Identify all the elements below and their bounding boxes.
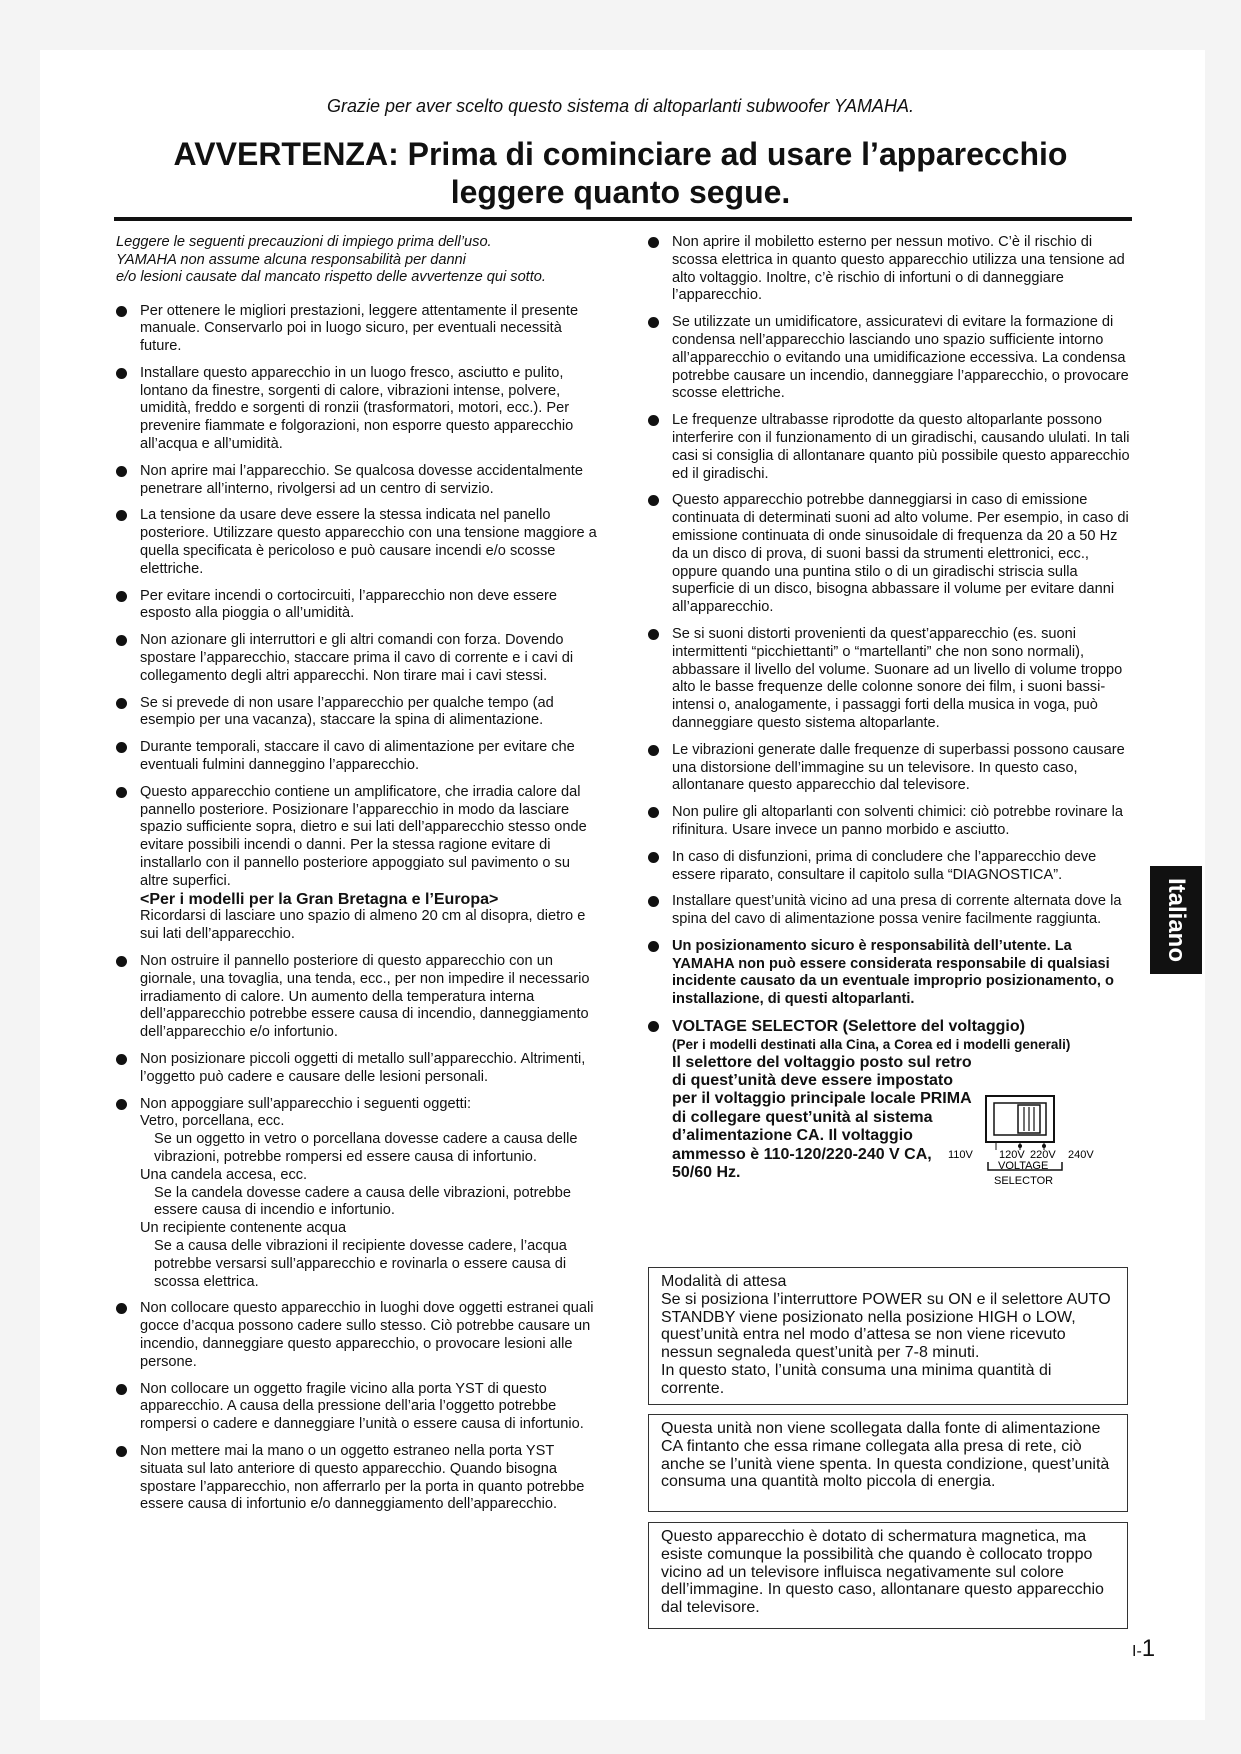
list-item: In caso di disfunzioni, prima di concludere che l’apparecchio deve essere riparato, consultare il capitolo sulla “DIAGNOSTICA”. <box>648 849 1133 885</box>
bullet-icon <box>648 807 659 818</box>
bullet-icon <box>116 742 127 753</box>
language-tab-label: Italiano <box>1163 877 1191 963</box>
bullet-icon <box>116 956 127 967</box>
voltage-title: VOLTAGE SELECTOR (Selettore del voltaggio) <box>672 1018 1025 1036</box>
standby-text: Se si posiziona l’interruttore POWER su ON e il selettore AUTO STANDBY viene posizionato nella posizione HIGH o LOW, quest’unità entra nel modo d’attesa se non viene ricevuto nessun segnaleda quest’unità per 7-8 minuti. <box>661 1290 1111 1362</box>
title-line-1: AVVERTENZA: Prima di cominciare ad usare l’apparecchio <box>173 136 1068 172</box>
right-column <box>648 234 1133 1192</box>
title-rule <box>114 217 1132 221</box>
bullet-icon <box>648 495 659 506</box>
bullet-icon <box>648 941 659 952</box>
page-title <box>100 135 1141 211</box>
objects-intro: Non appoggiare sull’apparecchio i seguenti oggetti: <box>140 1095 472 1112</box>
left-column <box>116 234 601 1523</box>
list-item: Questo apparecchio potrebbe danneggiarsi in caso di emissione continuata di determinati suoni ad alto volume. Per esempio, in caso di emissione continuata di onde sinusoidale di frequenza da 20 a 50 Hz da un disco di prova, di suoni bassi da strumenti elettronici, ecc., oppure quando una puntina stilo o di un giradischi striscia sulla superficie di un disco, bisogna abbassare il volume per evitare danni all’apparecchio. <box>648 492 1133 617</box>
safety-notice: Un posizionamento sicuro è responsabilità dell’utente. La YAMAHA non può essere considerata responsabile di qualsiasi incidente causato da un eventuale improprio posizionamento, o installazione, di questi altoparlanti. <box>672 937 1114 1008</box>
list-item: Non pulire gli altoparlanti con solventi chimici: ciò potrebbe rovinare la rifinitura. Usare invece un panno morbido e asciutto. <box>648 804 1133 840</box>
standby-heading: Modalità di attesa <box>661 1273 787 1290</box>
voltage-label: 110V <box>948 1149 973 1162</box>
list-item: Non aprire il mobiletto esterno per nessun motivo. C’è il rischio di scossa elettrica in quanto questo apparecchio utilizza una tensione ad alto voltaggio. Inoltre, c’è rischio di infortuni o di danneggiare l’apparecchio. <box>648 234 1133 305</box>
bullet-icon <box>116 510 127 521</box>
object-title: Un recipiente contenente acqua <box>140 1220 347 1237</box>
object-text: Se un oggetto in vetro o porcellana dovesse cadere a causa delle vibrazioni, potrebbe rompersi ed essere causa di infortunio. <box>154 1131 578 1165</box>
list-item <box>648 938 1133 1009</box>
standby-text-2: In questo stato, l’unità consuma una minima quantità di corrente. <box>661 1361 1052 1397</box>
lead-text <box>116 234 601 287</box>
bullet-icon <box>116 1384 127 1395</box>
list-item: Installare questo apparecchio in un luogo fresco, asciutto e pulito, lontano da finestre, sorgenti di calore, vibrazioni intense, polvere, umidità, freddo e sorgenti di ronzii (trasformatori, motori, ecc.). Per prevenire fiammate e folgorazioni, non esporre questo apparecchio all’acqua e all’umidità. <box>116 365 601 454</box>
voltage-selector-diagram <box>944 1088 1104 1198</box>
list-item: Non ostruire il pannello posteriore di questo apparecchio con un giornale, una tovaglia, una tenda, ecc., per non impedire il necessario irradiamento di calore. Un aumento della temperatura interna dell’apparecchio potrebbe essere causa di incendio, danneggiamento dell’apparecchio e/o infortunio. <box>116 953 601 1042</box>
list-item: Non azionare gli interruttori e gli altri comandi con forza. Dovendo spostare l’apparecchio, staccare prima il cavo di corrente e i cavi di collegamento degli altri apparecchi. Non tirare mai i cavi stessi. <box>116 632 601 685</box>
object-text: Se a causa delle vibrazioni il recipiente dovesse cadere, l’acqua potrebbe versarsi sull’apparecchio e rovinarla o essere causa di scossa elettrica. <box>154 1237 567 1290</box>
bullet-icon <box>116 698 127 709</box>
language-tab <box>1150 866 1202 974</box>
precautions-list-right <box>648 234 1133 1188</box>
bullet-icon <box>648 852 659 863</box>
voltage-label: 240V <box>1068 1149 1094 1162</box>
page-number <box>1132 1635 1155 1663</box>
models-subheading: <Per i modelli per la Gran Bretagna e l’Europa> <box>140 890 499 908</box>
list-item: Se si prevede di non usare l’apparecchio per qualche tempo (ad esempio per una vacanza), staccare la spina di alimentazione. <box>116 695 601 731</box>
bullet-icon <box>648 237 659 248</box>
title-line-2: leggere quanto segue. <box>450 174 791 210</box>
list-item: Se utilizzate un umidificatore, assicuratevi di evitare la formazione di condensa nell’apparecchio lasciando uno spazio sufficiente intorno all’apparecchio o evitando una umidificazione eccessiva. La condensa potrebbe causare un incendio, danneggiare l’apparecchio, o provocare scosse elettriche. <box>648 314 1133 403</box>
bullet-icon <box>648 1021 659 1032</box>
list-item <box>116 1096 601 1292</box>
voltage-body: Il selettore del voltaggio posto sul retro di quest’unità deve essere impostato per il voltaggio principale locale PRIMA di collegare quest’unità al sistema d’alimentazione CA. Il voltaggio ammesso è 110-120/220-240 V CA, 50/60 Hz. <box>672 1053 972 1182</box>
voltage-caption: SELECTOR <box>994 1175 1054 1188</box>
models-subtext: Ricordarsi di lasciare uno spazio di almeno 20 cm al disopra, dietro e sui lati dell’apparecchio. <box>140 908 586 943</box>
list-item: Per ottenere le migliori prestazioni, leggere attentamente il presente manuale. Conservarlo poi in luogo sicuro, per eventuali necessità future. <box>116 303 601 356</box>
bullet-icon <box>648 745 659 756</box>
precautions-list-left <box>116 303 601 1515</box>
shielding-box <box>648 1522 1128 1629</box>
list-item: Non posizionare piccoli oggetti di metallo sull’apparecchio. Altrimenti, l’oggetto può cadere e causare delle lesioni personali. <box>116 1051 601 1087</box>
voltage-selector-icon <box>944 1088 1104 1198</box>
list-item: Non aprire mai l’apparecchio. Se qualcosa dovesse accidentalmente penetrare all’interno, rivolgersi ad un centro di servizio. <box>116 463 601 499</box>
list-item: Le frequenze ultrabasse riprodotte da questo altoparlante possono interferire con il funzionamento di un giradischi, causando ululati. In tali casi si consiglia di allontanare quanto più possibile questo apparecchio ed il giradischi. <box>648 412 1133 483</box>
lead-line: e/o lesioni causate dal mancato rispetto delle avvertenze qui sotto. <box>116 269 546 285</box>
bullet-icon <box>648 415 659 426</box>
list-item: Installare quest’unità vicino ad una presa di corrente alternata dove la spina del cavo di alimentazione possa venire facilmente raggiunta. <box>648 893 1133 929</box>
list-item: Durante temporali, staccare il cavo di alimentazione per evitare che eventuali fulmini danneggino l’apparecchio. <box>116 739 601 775</box>
list-item: Per evitare incendi o cortocircuiti, l’apparecchio non deve essere esposto alla pioggia o all’umidità. <box>116 588 601 624</box>
bullet-icon <box>116 1054 127 1065</box>
lead-line: Leggere le seguenti precauzioni di impiego prima dell’uso. <box>116 234 492 250</box>
lead-line: YAMAHA non assume alcuna responsabilità per danni <box>116 251 466 268</box>
voltage-subtitle: (Per i modelli destinati alla Cina, a Corea ed i modelli generali) <box>672 1036 1071 1052</box>
list-item: Se si suoni distorti provenienti da quest’apparecchio (es. suoni intermittenti “picchiettanti” o “martellanti” che non sono normali), abbassare il livello del volume. Suonare ad un livello di volume troppo alto le basse frequenze delle colonne sonore dei film, i suoni bassi-intensi o, analogamente, i passaggi forti della musica in voga, può danneggiare questo sistema altoparlante. <box>648 626 1133 733</box>
object-text: Se la candela dovesse cadere a causa delle vibrazioni, potrebbe essere causa di incendio e infortunio. <box>154 1184 572 1219</box>
bullet-icon <box>648 317 659 328</box>
heat-text: Questo apparecchio contiene un amplificatore, che irradia calore dal pannello posteriore. Posizionare l’apparecchio in modo da lasciare spazio sufficiente sopra, dietro e sui lati dell’apparecchio stesso onde evitare possibili incendi o danni. Per la stessa ragione evitare di installarlo con il pannello posteriore appoggiato sul pavimento o su altre superfici. <box>140 783 587 889</box>
bullet-icon <box>116 368 127 379</box>
list-item: Non mettere mai la mano o un oggetto estraneo nella porta YST situata sul lato anteriore di questo apparecchio. Quando bisogna spostare l’apparecchio, non afferrarlo per la porta in quanto potrebbe essere causa di infortunio e/o danneggiamento dell’apparecchio. <box>116 1443 601 1514</box>
page-number-value: 1 <box>1141 1635 1156 1662</box>
voltage-label: 120V <box>999 1149 1025 1162</box>
object-title: Una candela accesa, ecc. <box>140 1166 308 1183</box>
list-item: Le vibrazioni generate dalle frequenze di superbassi possono causare una distorsione dell’immagine su un televisore. In questo caso, allontanare questo apparecchio dal televisore. <box>648 742 1133 795</box>
bullet-icon <box>116 591 127 602</box>
list-item <box>116 784 601 944</box>
bullet-icon <box>116 466 127 477</box>
list-item: Non collocare questo apparecchio in luoghi dove oggetti estranei quali gocce d’acqua possono cadere sullo stesso. Ciò potrebbe causare un incendio, danneggiare questo apparecchio, o provocare lesioni alle persone. <box>116 1300 601 1371</box>
intro-line: Grazie per aver scelto questo sistema di altoparlanti subwoofer YAMAHA. <box>327 96 914 116</box>
power-box <box>648 1414 1128 1512</box>
page-number-prefix: I- <box>1132 1643 1142 1660</box>
list-item: La tensione da usare deve essere la stessa indicata nel panello posteriore. Utilizzare questo apparecchio con una tensione maggiore a quella specificata è pericoloso e può causare incendi e/o scosse elettriche. <box>116 507 601 578</box>
voltage-label: 220V <box>1030 1149 1056 1162</box>
shielding-text: Questo apparecchio è dotato di schermatura magnetica, ma esiste comunque la possibilità che quando è collocato troppo vicino ad un televisore influisca negativamente sul colore dell’immagine. In questo caso, allontanare questo apparecchio dal televisore. <box>661 1528 1104 1617</box>
bullet-icon <box>116 635 127 646</box>
standby-box <box>648 1267 1128 1405</box>
bullet-icon <box>116 1303 127 1314</box>
power-text: Questa unità non viene scollegata dalla fonte di alimentazione CA fintanto che essa rimane collegata alla presa di rete, ciò anche se l’unità viene spenta. In questa condizione, quest’unità consuma una quantità molto piccola di energia. <box>661 1420 1110 1491</box>
bullet-icon <box>648 896 659 907</box>
voltage-selector-item <box>648 1018 1133 1188</box>
voltage-caption: VOLTAGE <box>998 1160 1049 1173</box>
bullet-icon <box>116 306 127 317</box>
list-item: Non collocare un oggetto fragile vicino alla porta YST di questo apparecchio. A causa della pressione dell’aria l’oggetto potrebbe rompersi o cadere e danneggiare l’unità o essere causa di infortunio. <box>116 1381 601 1434</box>
bullet-icon <box>116 787 127 798</box>
object-title: Vetro, porcellana, ecc. <box>140 1113 285 1130</box>
bullet-icon <box>116 1446 127 1457</box>
bullet-icon <box>116 1099 127 1110</box>
bullet-icon <box>648 629 659 640</box>
